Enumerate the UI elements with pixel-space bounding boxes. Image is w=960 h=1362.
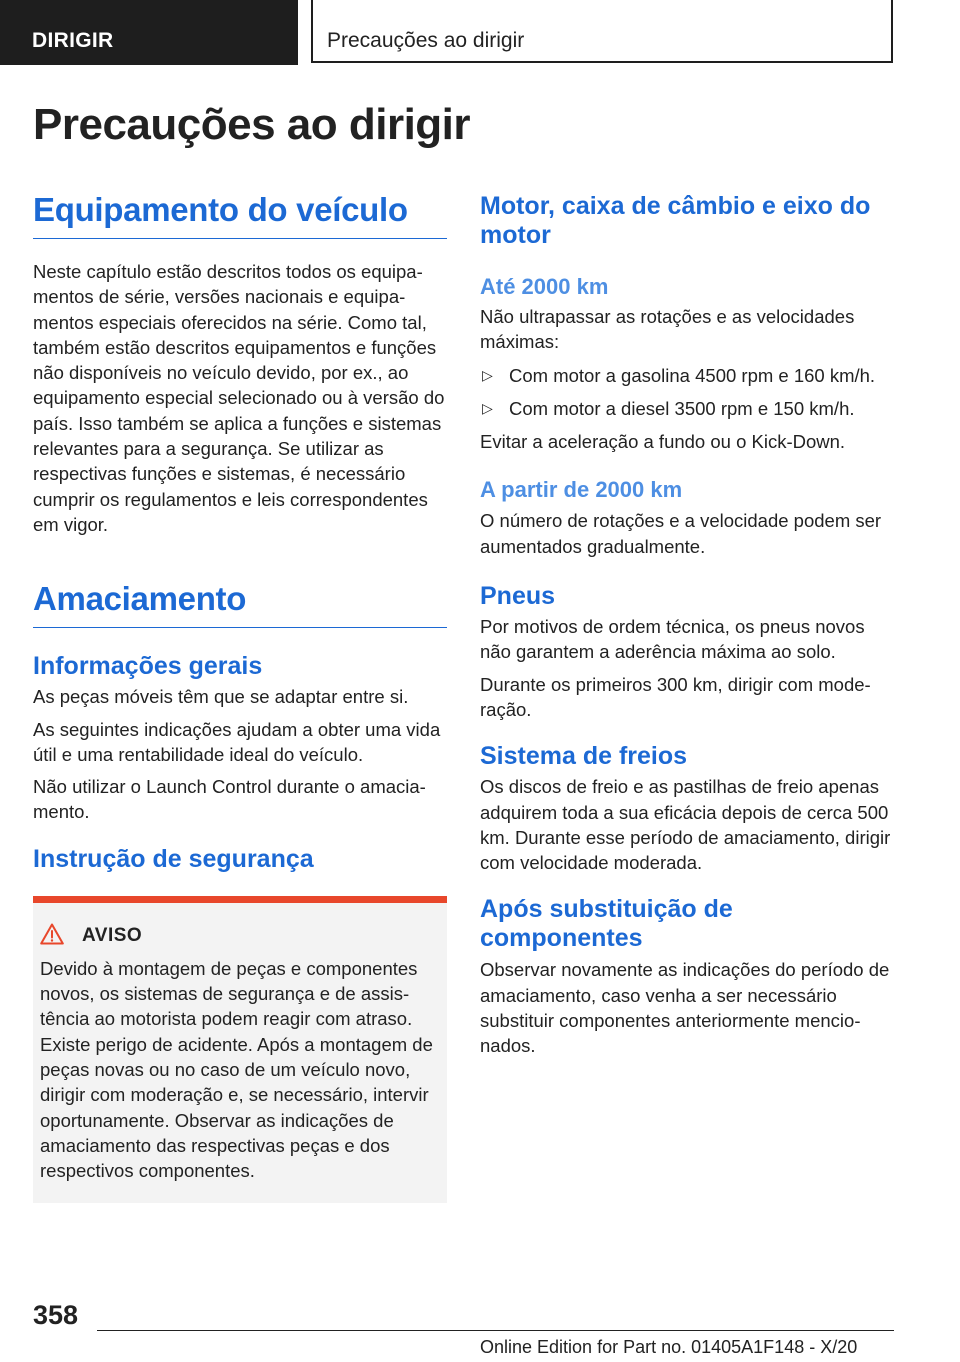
list-item: ▷ Com motor a diesel 3500 rpm e 150 km/h. [480,396,898,421]
right-column [480,192,898,1059]
header-title-box [311,0,893,63]
page-title: Precauções ao dirigir [33,100,471,149]
pneus-paragraph-2: Durante os primeiros 300 km, dirigir com moderação. [480,673,871,720]
info-paragraph-2: As seguintes indicações ajudam a obter uma vida útil e uma rentabilidade ideal do veículo. [33,718,441,765]
warning-text: Devido à montagem de peças e componentes novos, os sistemas de segurança e de assistência ao motorista podem reagir com atraso. Existe perigo de acidente. Após a montagem de peças novas ou no caso de um veículo novo, dirigir com moderação e, se necessário, intervir oportunamente. Observar as indicações de amaciamento das respectivas peças e dos respectivos componentes. [40,957,433,1182]
heading-ate-2000: Até 2000 km [480,274,609,299]
info-paragraph-3: Não utilizar o Launch Control durante o amaciamento. [33,776,426,823]
header-section-label: DIRIGIR [32,29,114,52]
warning-label: AVISO [82,925,143,947]
rpm-list [480,363,898,422]
warning-box [33,896,447,1204]
warning-header [40,923,439,950]
apartir-text: O número de rotações e a velocidade podem ser aumentados gradualmente. [480,510,882,557]
apos-text: Observar novamente as indicações do período de amaciamento, caso venha a ser necessário substituir componentes anteriormente mencionados. [480,959,890,1057]
footer-divider [97,1330,894,1331]
heading-pneus: Pneus [480,582,556,611]
header-section-tab [0,0,298,65]
list-item: ▷ Com motor a gasolina 4500 rpm e 160 km/h. [480,363,898,388]
heading-informacoes-gerais: Informações gerais [33,652,263,681]
heading-instrucao-seguranca: Instrução de segurança [33,844,314,873]
pneus-paragraph-1: Por motivos de ordem técnica, os pneus novos não garantem a aderência máxima ao solo. [480,616,865,663]
ate-text: Não ultrapassar as rotações e as velocidades máximas: [480,306,855,353]
freios-text: Os discos de freio e as pastilhas de freio apenas adquirem toda a sua eficácia depois de cerca 500 km. Durante esse período de amaciamento, dirigir com velocidade moderada. [480,776,891,874]
ate-after-text: Evitar a aceleração a fundo ou o Kick-Down. [480,431,846,453]
footer-edition-text: Online Edition for Part no. 01405A1F148 - X/20 [480,1337,858,1357]
info-paragraph-1: As peças móveis têm que se adaptar entre si. [33,686,409,708]
header-title: Precauções ao dirigir [327,29,525,52]
warning-triangle-icon [40,923,64,950]
heading-sistema-freios: Sistema de freios [480,742,688,771]
heading-motor: Motor, caixa de câmbio e eixo do motor [480,192,871,249]
page-number: 358 [33,1300,79,1330]
triangle-bullet-icon: ▷ [482,399,493,416]
triangle-bullet-icon: ▷ [482,366,493,383]
heading-a-partir-2000: A partir de 2000 km [480,477,683,503]
equipamento-text: Neste capítulo estão descritos todos os equipamentos de série, versões nacionais e equipamentos especiais oferecidos na série. Como tal, também estão descritos equipamentos e funções não disponíveis no veículo devido, por ex., ao equipamento especial selecionado ou à versão do país. Isso também se aplica a funções e sistemas relevantes para a segurança. Se utilizar as respectivas funções e sistemas, é necessário cumprir os regulamentos e leis correspondentes em vigor. [33,261,445,535]
left-column [33,190,447,1203]
heading-amaciamento: Amaciamento [33,579,447,628]
heading-equipamento: Equipamento do veículo [33,190,447,239]
heading-apos-substituicao: Após substituição de componentes [480,895,733,953]
